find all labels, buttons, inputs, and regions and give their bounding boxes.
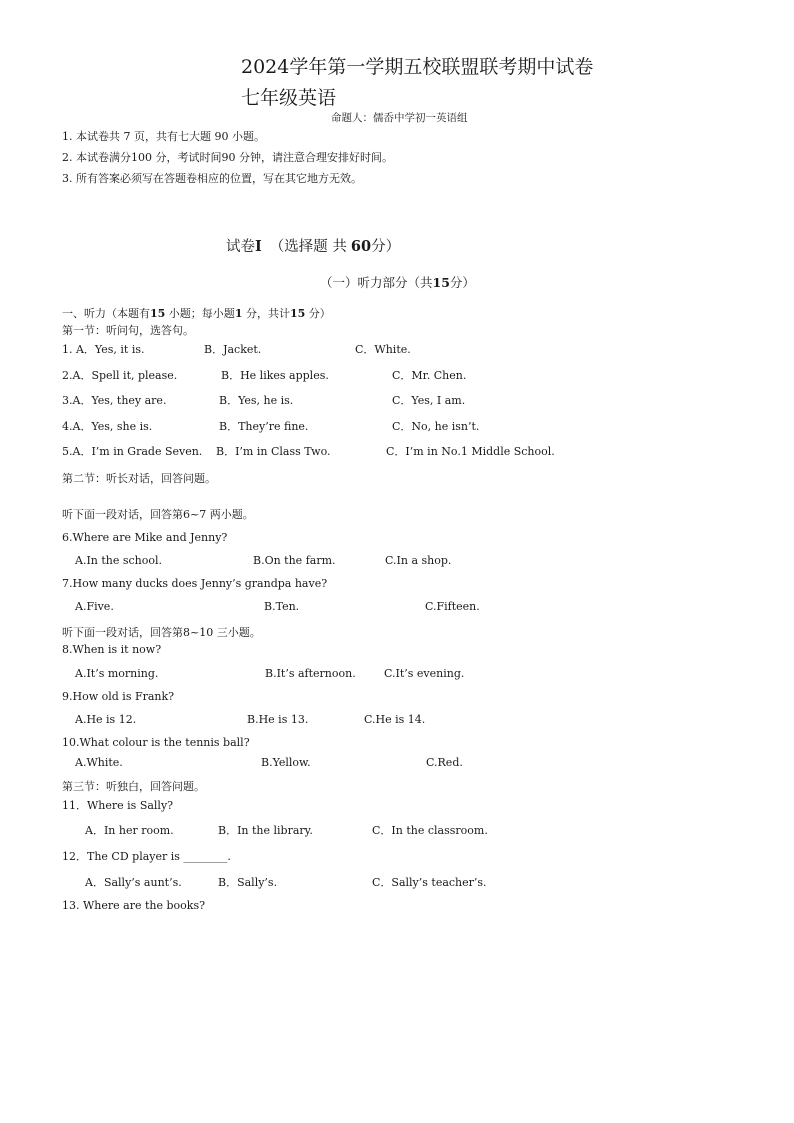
section-heading-count: 15: [150, 307, 166, 320]
section-heading-e: 分，共计: [242, 307, 290, 320]
q5-option-b: B．I’m in Class Two.: [216, 445, 331, 458]
q1-option-b: B．Jacket.: [204, 343, 262, 356]
subsection-1-title: 第一节：听问句，选答句。: [62, 324, 194, 337]
section-heading-c: 小题；每小题: [165, 307, 235, 320]
q13-stem: 13. Where are the books?: [62, 899, 205, 912]
q12-stem: 12．The CD player is ________.: [62, 850, 231, 863]
instruction-6-7: 听下面一段对话，回答第6~7 两小题。: [62, 508, 254, 521]
q12-option-c: C．Sally’s teacher’s.: [372, 876, 487, 889]
q11-option-c: C．In the classroom.: [372, 824, 488, 837]
q10-option-b: B.Yellow.: [261, 756, 311, 769]
q10-option-a: A.White.: [75, 756, 123, 769]
q4-option-a: 4.A．Yes, she is.: [62, 420, 153, 433]
q9-stem: 9.How old is Frank?: [62, 690, 175, 703]
q7-option-c: C.Fifteen.: [425, 600, 480, 613]
q7-option-b: B.Ten.: [264, 600, 300, 613]
section-heading: [62, 305, 331, 321]
paper-title-desc: （选择题 共: [269, 239, 347, 255]
instruction-8-10: 听下面一段对话，回答第8~10 三小题。: [62, 626, 261, 639]
q9-option-a: A.He is 12.: [75, 713, 137, 726]
subsection-2-title: 第二节：听长对话，回答问题。: [62, 472, 216, 485]
q9-option-c: C.He is 14.: [364, 713, 426, 726]
q5-option-a: 5.A．I’m in Grade Seven.: [62, 445, 203, 458]
part-title: [320, 273, 475, 291]
q3-option-a: 3.A．Yes, they are.: [62, 394, 167, 407]
section-heading-each: 1: [234, 307, 243, 320]
note-2: 2. 本试卷满分100 分，考试时间90 分钟，请注意合理安排好时间。: [62, 151, 393, 164]
q6-option-c: C.In a shop.: [385, 554, 452, 567]
note-3: 3. 所有答案必须写在答题卷相应的位置，写在其它地方无效。: [62, 172, 362, 185]
q8-option-a: A.It’s morning.: [75, 667, 159, 680]
paper-title-unit: 分）: [371, 239, 401, 255]
q12-option-a: A．Sally’s aunt’s.: [85, 876, 182, 889]
q10-option-c: C.Red.: [426, 756, 463, 769]
q2-option-b: B．He likes apples.: [221, 369, 329, 382]
q4-option-c: C．No, he isn’t.: [392, 420, 480, 433]
exam-author: 命题人：儒岙中学初一英语组: [331, 112, 468, 124]
exam-title: 2024学年第一学期五校联盟联考期中试卷: [241, 56, 594, 78]
q8-option-b: B.It’s afternoon.: [265, 667, 356, 680]
q6-stem: 6.Where are Mike and Jenny?: [62, 531, 228, 544]
paper-title-roman: I: [255, 238, 262, 255]
paper-title: [226, 235, 400, 256]
paper-title-text: 试卷: [226, 239, 255, 255]
q3-option-c: C．Yes, I am.: [392, 394, 466, 407]
q9-option-b: B.He is 13.: [247, 713, 309, 726]
q8-option-c: C.It’s evening.: [384, 667, 465, 680]
exam-subtitle: 七年级英语: [241, 87, 337, 109]
part-title-unit: 分）: [449, 275, 475, 290]
q8-stem: 8.When is it now?: [62, 643, 162, 656]
q3-option-b: B．Yes, he is.: [219, 394, 294, 407]
q4-option-b: B．They’re fine.: [219, 420, 309, 433]
q5-option-c: C．I’m in No.1 Middle School.: [386, 445, 555, 458]
q2-option-a: 2.A．Spell it, please.: [62, 369, 178, 382]
q7-option-a: A.Five.: [75, 600, 114, 613]
q2-option-c: C．Mr. Chen.: [392, 369, 467, 382]
q1-option-a: 1. A．Yes, it is.: [62, 343, 145, 356]
q6-option-a: A.In the school.: [75, 554, 163, 567]
q6-option-b: B.On the farm.: [253, 554, 336, 567]
paper-title-score: 60: [350, 238, 372, 255]
q1-option-c: C．White.: [355, 343, 411, 356]
section-heading-a: 一、听力（本题有: [62, 307, 150, 320]
note-1: 1. 本试卷共 7 页，共有七大题 90 小题。: [62, 130, 265, 143]
section-heading-total: 15: [289, 307, 306, 320]
q11-stem: 11．Where is Sally?: [62, 799, 174, 812]
part-title-score: 15: [432, 275, 450, 290]
q11-option-a: A．In her room.: [85, 824, 174, 837]
q7-stem: 7.How many ducks does Jenny’s grandpa have?: [62, 577, 328, 590]
subsection-3-title: 第三节：听独白，回答问题。: [62, 780, 205, 793]
q12-option-b: B．Sally’s.: [218, 876, 278, 889]
q11-option-b: B．In the library.: [218, 824, 313, 837]
part-title-text: （一）听力部分（共: [320, 275, 433, 290]
section-heading-g: 分）: [305, 307, 331, 320]
q10-stem: 10.What colour is the tennis ball?: [62, 736, 250, 749]
